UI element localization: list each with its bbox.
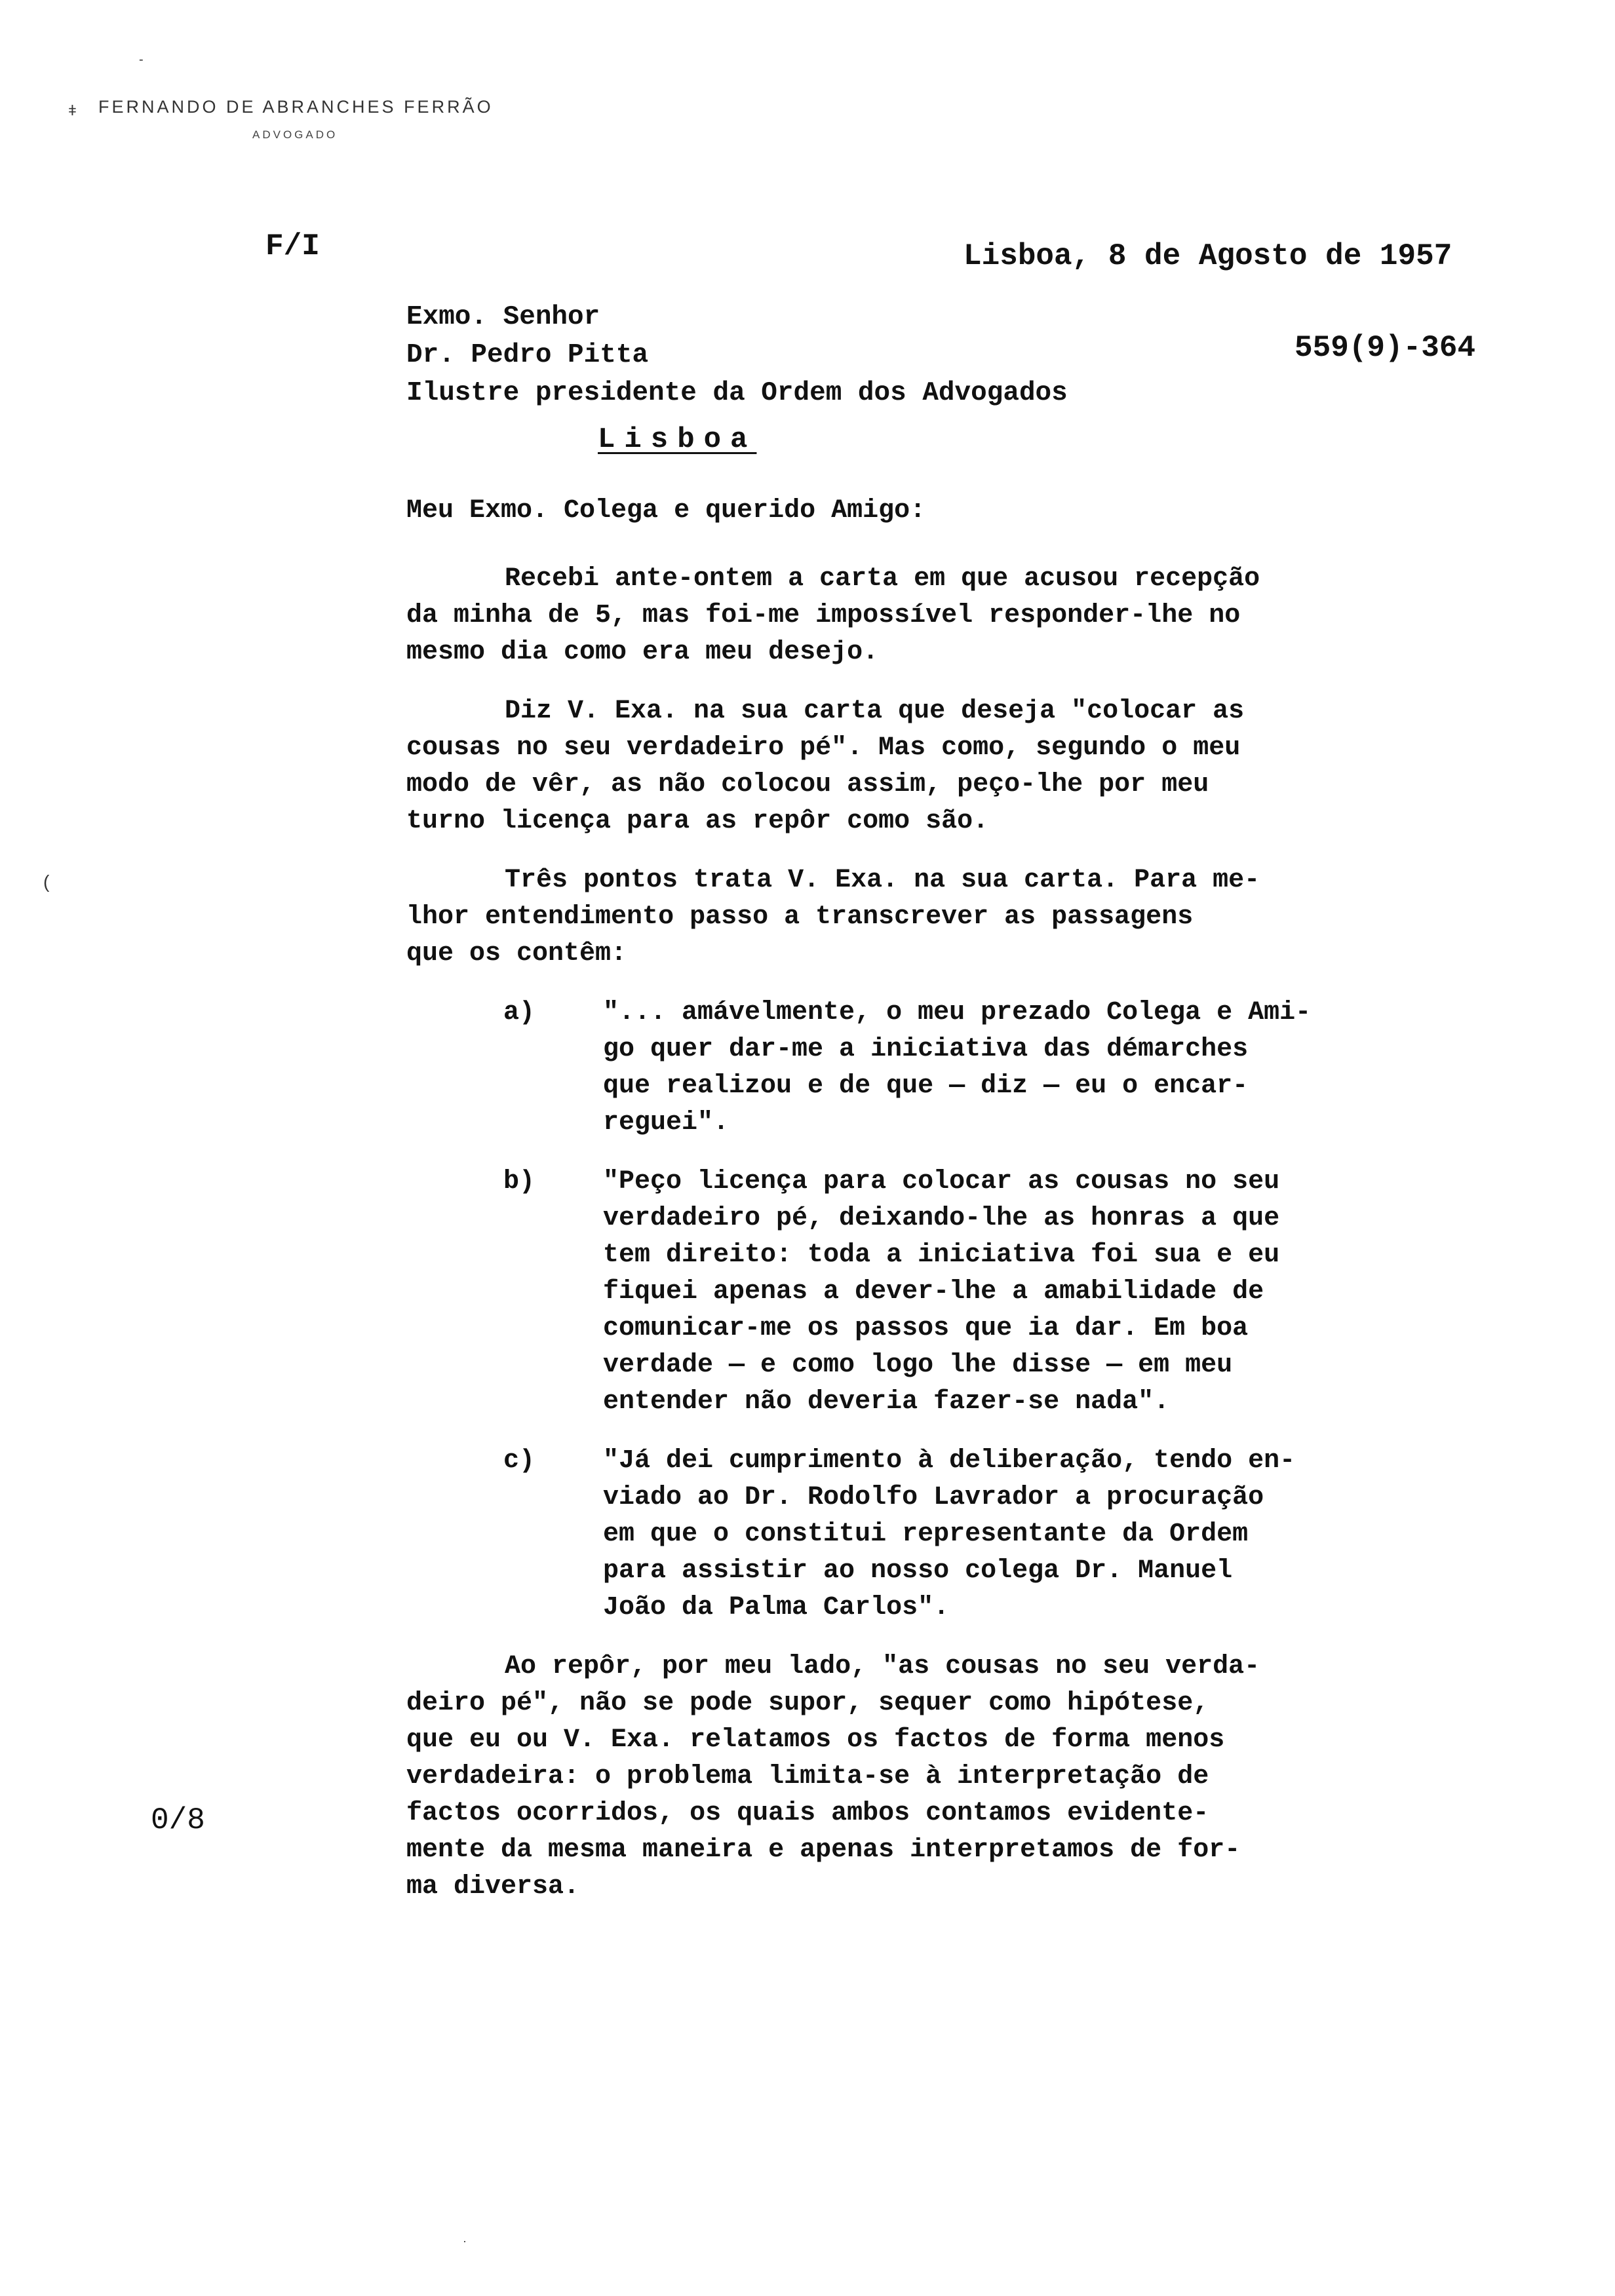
scan-speck: - <box>139 52 144 67</box>
reference-number: 559(9)-364 <box>1294 331 1476 365</box>
item-line: "... amávelmente, o meu prezado Colega e Ami- <box>603 998 1312 1027</box>
body-line: Diz V. Exa. na sua carta que deseja "colocar as <box>505 697 1245 726</box>
letterhead-title: ADVOGADO <box>252 128 338 141</box>
item-line: go quer dar-me a iniciativa das démarches <box>603 1035 1249 1064</box>
letterhead-name: FERNANDO DE ABRANCHES FERRÃO <box>98 97 494 117</box>
item-line: entender não deveria fazer-se nada". <box>603 1387 1170 1417</box>
body-line: verdadeira: o problema limita-se à interpretação de <box>406 1762 1209 1791</box>
body-line: mente da mesma maneira e apenas interpretamos de for- <box>406 1835 1241 1865</box>
reference-initials: F/I <box>265 229 320 263</box>
page-number: 0/8 <box>151 1803 205 1837</box>
paragraph-1 <box>406 561 1455 671</box>
body-line: mesmo dia como era meu desejo. <box>406 638 879 667</box>
body-line: deiro pé", não se pode supor, sequer como hipótese, <box>406 1689 1209 1718</box>
quoted-item-b <box>406 1164 1455 1421</box>
item-line: em que o constitui representante da Ordem <box>603 1520 1249 1549</box>
body-line: factos ocorridos, os quais ambos contamos evidente- <box>406 1799 1209 1828</box>
body-line: Ao repôr, por meu lado, "as cousas no seu verda- <box>505 1652 1260 1681</box>
item-line: tem direito: toda a iniciativa foi sua e eu <box>603 1240 1280 1270</box>
body-line: ma diversa. <box>406 1872 580 1902</box>
scan-speck: · <box>463 2234 467 2248</box>
paragraph-4 <box>406 1649 1455 1905</box>
recipient-line: Exmo. Senhor <box>406 302 600 332</box>
item-line: comunicar-me os passos que ia dar. Em boa <box>603 1314 1249 1343</box>
item-line: para assistir ao nosso colega Dr. Manuel <box>603 1556 1233 1586</box>
paragraph-3 <box>406 862 1455 972</box>
recipient-city: Lisboa <box>598 423 757 456</box>
recipient-line: Ilustre presidente da Ordem dos Advogados <box>406 378 1068 408</box>
body-line: modo de vêr, as não colocou assim, peço-lhe por meu <box>406 770 1209 799</box>
item-line: reguei". <box>603 1108 730 1138</box>
body-line: Três pontos trata V. Exa. na sua carta. Para me- <box>505 866 1260 895</box>
salutation: Meu Exmo. Colega e querido Amigo: <box>406 496 926 526</box>
recipient-address <box>406 298 1068 412</box>
item-line: verdadeiro pé, deixando-lhe as honras a que <box>603 1204 1280 1233</box>
letterhead-mark: ǂ <box>68 102 77 119</box>
item-label: b) <box>503 1167 535 1196</box>
body-line: turno licença para as repôr como são. <box>406 807 989 836</box>
item-line: verdade — e como logo lhe disse — em meu <box>603 1350 1233 1380</box>
item-line: viado ao Dr. Rodolfo Lavrador a procuração <box>603 1483 1264 1512</box>
item-line: "Já dei cumprimento à deliberação, tendo en- <box>603 1446 1296 1476</box>
item-line: que realizou e de que — diz — eu o encar- <box>603 1071 1249 1101</box>
item-label: c) <box>503 1446 535 1476</box>
letter-date: Lisboa, 8 de Agosto de 1957 <box>963 239 1452 273</box>
body-line: Recebi ante-ontem a carta em que acusou recepção <box>505 564 1260 594</box>
body-line: lhor entendimento passo a transcrever as passagens <box>406 902 1194 932</box>
body-line: que eu ou V. Exa. relatamos os factos de forma menos <box>406 1725 1225 1755</box>
recipient-line: Dr. Pedro Pitta <box>406 340 649 370</box>
item-line: João da Palma Carlos". <box>603 1593 950 1622</box>
body-line: que os contêm: <box>406 939 627 968</box>
item-line: "Peço licença para colocar as cousas no seu <box>603 1167 1280 1196</box>
item-label: a) <box>503 998 535 1027</box>
letter-body <box>406 493 1455 1928</box>
item-line: fiquei apenas a dever-lhe a amabilidade de <box>603 1277 1264 1307</box>
punch-hole-mark: ( <box>43 871 50 892</box>
paragraph-2 <box>406 693 1455 840</box>
body-line: cousas no seu verdadeiro pé". Mas como, segundo o meu <box>406 733 1241 763</box>
body-line: da minha de 5, mas foi-me impossível responder-lhe no <box>406 601 1241 630</box>
quoted-item-a <box>406 995 1455 1141</box>
quoted-item-c <box>406 1443 1455 1626</box>
